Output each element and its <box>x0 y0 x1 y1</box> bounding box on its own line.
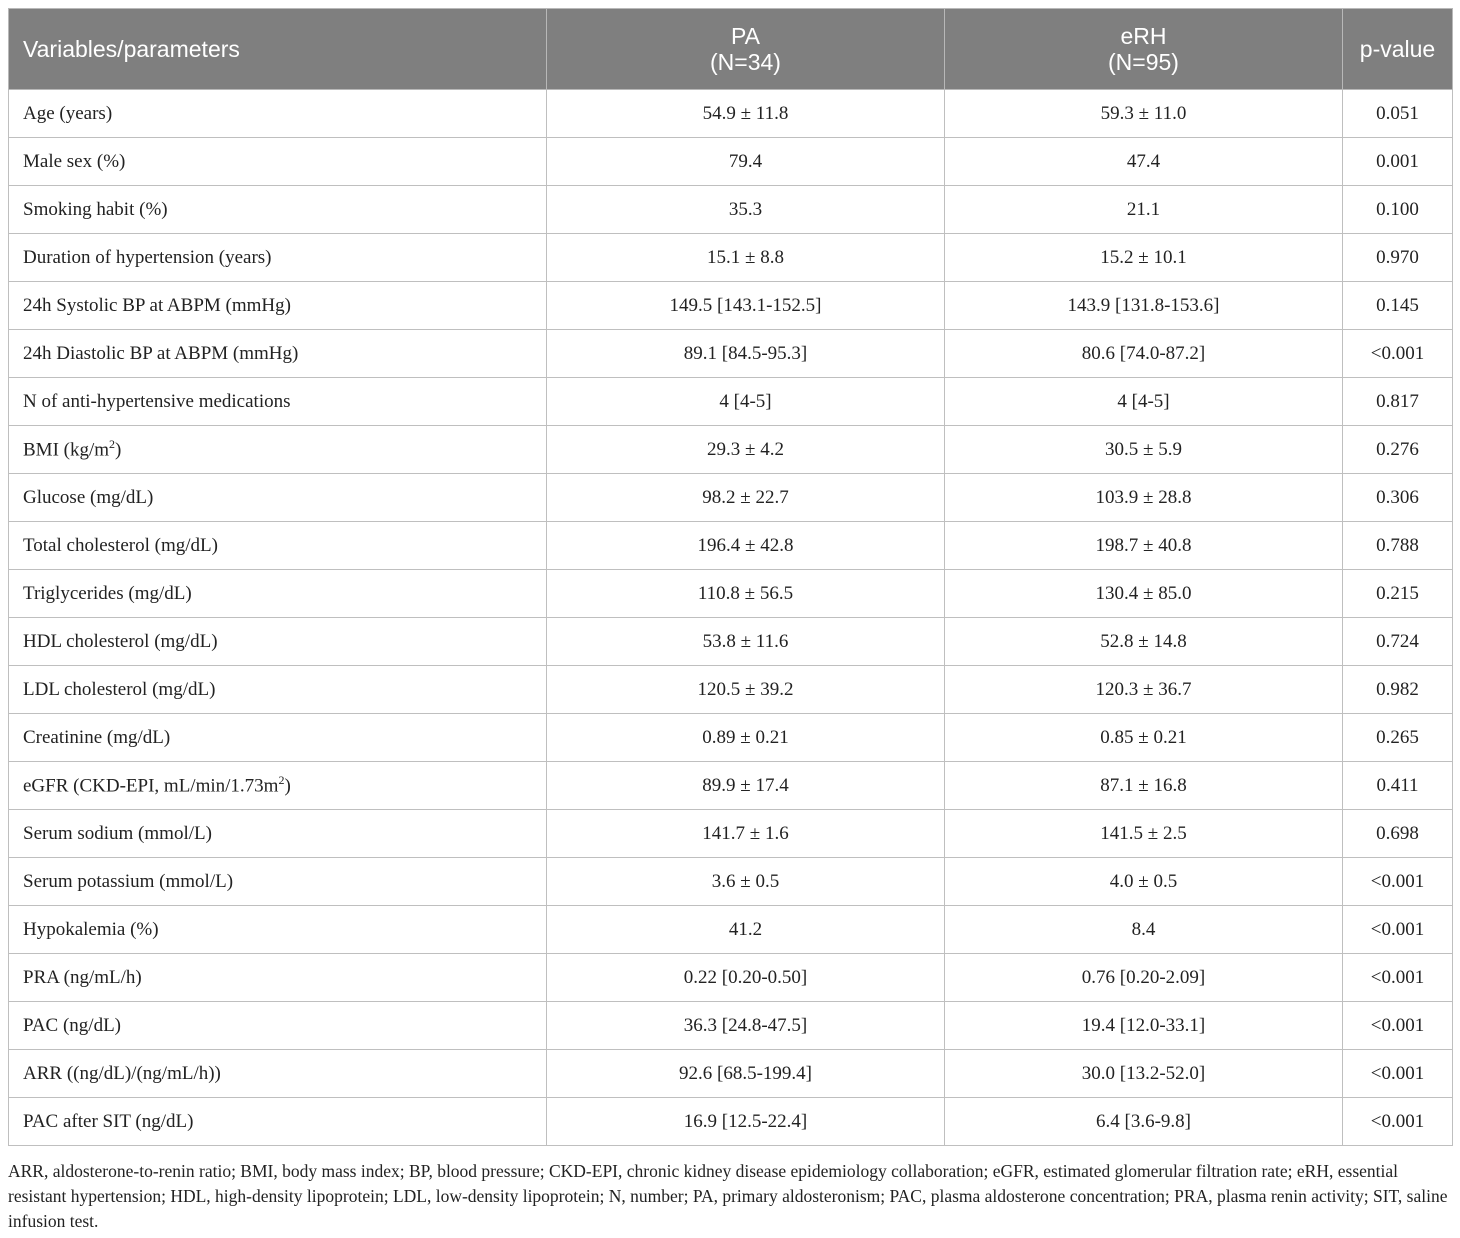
table-container <box>8 8 1452 1146</box>
p-value: <0.001 <box>1343 1002 1453 1050</box>
header-erh-name: eRH <box>1120 23 1167 49</box>
row-label-text: PAC (ng/dL) <box>23 1014 122 1036</box>
row-label <box>9 186 547 234</box>
row-label-superscript: 2 <box>278 773 285 788</box>
row-label <box>9 1098 547 1146</box>
erh-value: 0.76 [0.20-2.09] <box>945 954 1343 1002</box>
row-label <box>9 666 547 714</box>
pa-value: 54.9 ± 11.8 <box>547 90 945 138</box>
row-label-text: Hypokalemia (%) <box>23 918 159 940</box>
p-value: <0.001 <box>1343 330 1453 378</box>
row-label <box>9 522 547 570</box>
table-row <box>9 570 1453 618</box>
erh-value: 59.3 ± 11.0 <box>945 90 1343 138</box>
pa-value: 141.7 ± 1.6 <box>547 810 945 858</box>
row-label <box>9 474 547 522</box>
p-value: 0.265 <box>1343 714 1453 762</box>
pa-value: 89.9 ± 17.4 <box>547 762 945 810</box>
erh-value: 103.9 ± 28.8 <box>945 474 1343 522</box>
table-row <box>9 1098 1453 1146</box>
erh-value: 130.4 ± 85.0 <box>945 570 1343 618</box>
pa-value: 41.2 <box>547 906 945 954</box>
erh-value: 87.1 ± 16.8 <box>945 762 1343 810</box>
table-footnote: ARR, aldosterone-to-renin ratio; BMI, body mass index; BP, blood pressure; CKD-EPI, chronic kidney disease epidemiology collaboration; eGFR, estimated glomerular filtration rate; eRH, essential resistant hypertension; HDL, high-density lipoprotein; LDL, low-density lipoprotein; N, number; PA, primary aldosteronism; PAC, plasma aldosterone concentration; PRA, plasma renin activity; SIT, saline infusion test. <box>8 1161 1448 1231</box>
pa-value: 4 [4-5] <box>547 378 945 426</box>
erh-value: 8.4 <box>945 906 1343 954</box>
header-erh-n: (N=95) <box>1108 49 1179 75</box>
p-value: 0.970 <box>1343 234 1453 282</box>
table-row <box>9 858 1453 906</box>
p-value: 0.982 <box>1343 666 1453 714</box>
pa-value: 89.1 [84.5-95.3] <box>547 330 945 378</box>
table-row <box>9 954 1453 1002</box>
header-pa-name: PA <box>731 23 760 49</box>
p-value: <0.001 <box>1343 906 1453 954</box>
row-label <box>9 90 547 138</box>
row-label-text: Male sex (%) <box>23 150 126 172</box>
p-value: 0.100 <box>1343 186 1453 234</box>
header-pa-n: (N=34) <box>710 49 781 75</box>
p-value: 0.145 <box>1343 282 1453 330</box>
row-label-text: N of anti-hypertensive medications <box>23 390 291 412</box>
table-row <box>9 426 1453 474</box>
pa-value: 0.22 [0.20-0.50] <box>547 954 945 1002</box>
erh-value: 4.0 ± 0.5 <box>945 858 1343 906</box>
p-value: <0.001 <box>1343 1098 1453 1146</box>
p-value: 0.306 <box>1343 474 1453 522</box>
erh-value: 0.85 ± 0.21 <box>945 714 1343 762</box>
erh-value: 52.8 ± 14.8 <box>945 618 1343 666</box>
pa-value: 149.5 [143.1-152.5] <box>547 282 945 330</box>
p-value: <0.001 <box>1343 858 1453 906</box>
erh-value: 21.1 <box>945 186 1343 234</box>
row-label <box>9 810 547 858</box>
p-value: 0.001 <box>1343 138 1453 186</box>
pa-value: 110.8 ± 56.5 <box>547 570 945 618</box>
table-row <box>9 618 1453 666</box>
erh-value: 80.6 [74.0-87.2] <box>945 330 1343 378</box>
p-value: <0.001 <box>1343 1050 1453 1098</box>
row-label <box>9 330 547 378</box>
p-value: 0.051 <box>1343 90 1453 138</box>
row-label-text: Total cholesterol (mg/dL) <box>23 534 218 556</box>
p-value: 0.215 <box>1343 570 1453 618</box>
row-label <box>9 1002 547 1050</box>
row-label-end: ) <box>115 439 122 461</box>
pa-value: 92.6 [68.5-199.4] <box>547 1050 945 1098</box>
pa-value: 15.1 ± 8.8 <box>547 234 945 282</box>
erh-value: 120.3 ± 36.7 <box>945 666 1343 714</box>
row-label-text: Serum potassium (mmol/L) <box>23 870 234 892</box>
row-label <box>9 618 547 666</box>
table-row <box>9 282 1453 330</box>
row-label-text: 24h Diastolic BP at ABPM (mmHg) <box>23 342 299 364</box>
erh-value: 198.7 ± 40.8 <box>945 522 1343 570</box>
table-row <box>9 186 1453 234</box>
erh-value: 15.2 ± 10.1 <box>945 234 1343 282</box>
erh-value: 4 [4-5] <box>945 378 1343 426</box>
row-label <box>9 378 547 426</box>
row-label <box>9 282 547 330</box>
table-row <box>9 666 1453 714</box>
table-row <box>9 762 1453 810</box>
table-row <box>9 1050 1453 1098</box>
table-row <box>9 522 1453 570</box>
p-value: 0.724 <box>1343 618 1453 666</box>
erh-value: 30.0 [13.2-52.0] <box>945 1050 1343 1098</box>
row-label-text: LDL cholesterol (mg/dL) <box>23 678 216 700</box>
pa-value: 196.4 ± 42.8 <box>547 522 945 570</box>
header-erh <box>945 9 1343 90</box>
table-row <box>9 330 1453 378</box>
row-label-text: Creatinine (mg/dL) <box>23 726 171 748</box>
row-label-superscript: 2 <box>109 437 116 452</box>
row-label <box>9 234 547 282</box>
p-value: 0.698 <box>1343 810 1453 858</box>
erh-value: 143.9 [131.8-153.6] <box>945 282 1343 330</box>
row-label-text: eGFR (CKD-EPI, mL/min/1.73m <box>23 775 279 797</box>
table-row <box>9 906 1453 954</box>
header-pa <box>547 9 945 90</box>
row-label-text: Serum sodium (mmol/L) <box>23 822 212 844</box>
pa-value: 120.5 ± 39.2 <box>547 666 945 714</box>
row-label-text: Triglycerides (mg/dL) <box>23 582 192 604</box>
row-label <box>9 762 547 810</box>
table-row <box>9 714 1453 762</box>
p-value: 0.276 <box>1343 426 1453 474</box>
row-label <box>9 1050 547 1098</box>
header-variables: Variables/parameters <box>9 9 547 90</box>
erh-value: 141.5 ± 2.5 <box>945 810 1343 858</box>
table-row <box>9 234 1453 282</box>
pa-value: 79.4 <box>547 138 945 186</box>
row-label <box>9 906 547 954</box>
table-body <box>9 90 1453 1146</box>
row-label-text: BMI (kg/m <box>23 439 110 461</box>
p-value: 0.817 <box>1343 378 1453 426</box>
row-label <box>9 714 547 762</box>
p-value: 0.411 <box>1343 762 1453 810</box>
row-label-text: HDL cholesterol (mg/dL) <box>23 630 218 652</box>
pa-value: 0.89 ± 0.21 <box>547 714 945 762</box>
row-label <box>9 426 547 474</box>
row-label <box>9 954 547 1002</box>
pa-value: 35.3 <box>547 186 945 234</box>
row-label <box>9 138 547 186</box>
pa-value: 53.8 ± 11.6 <box>547 618 945 666</box>
erh-value: 47.4 <box>945 138 1343 186</box>
row-label-end: ) <box>284 775 291 797</box>
table-row <box>9 1002 1453 1050</box>
table-row <box>9 378 1453 426</box>
row-label-text: PAC after SIT (ng/dL) <box>23 1110 194 1132</box>
pa-value: 36.3 [24.8-47.5] <box>547 1002 945 1050</box>
row-label-text: Duration of hypertension (years) <box>23 246 272 268</box>
table-header <box>9 9 1453 90</box>
row-label-text: Glucose (mg/dL) <box>23 486 154 508</box>
erh-value: 19.4 [12.0-33.1] <box>945 1002 1343 1050</box>
header-row <box>9 9 1453 90</box>
row-label <box>9 570 547 618</box>
row-label-text: 24h Systolic BP at ABPM (mmHg) <box>23 294 291 316</box>
erh-value: 30.5 ± 5.9 <box>945 426 1343 474</box>
pa-value: 16.9 [12.5-22.4] <box>547 1098 945 1146</box>
row-label-text: Smoking habit (%) <box>23 198 168 220</box>
erh-value: 6.4 [3.6-9.8] <box>945 1098 1343 1146</box>
pa-value: 98.2 ± 22.7 <box>547 474 945 522</box>
row-label-text: Age (years) <box>23 102 113 124</box>
table-row <box>9 138 1453 186</box>
row-label-text: PRA (ng/mL/h) <box>23 966 142 988</box>
pa-value: 3.6 ± 0.5 <box>547 858 945 906</box>
p-value: 0.788 <box>1343 522 1453 570</box>
row-label-text: ARR ((ng/dL)/(ng/mL/h)) <box>23 1062 221 1084</box>
p-value: <0.001 <box>1343 954 1453 1002</box>
pa-value: 29.3 ± 4.2 <box>547 426 945 474</box>
table-row <box>9 810 1453 858</box>
table-row <box>9 474 1453 522</box>
baseline-characteristics-table <box>8 8 1453 1146</box>
table-row <box>9 90 1453 138</box>
header-p-value: p-value <box>1343 9 1453 90</box>
row-label <box>9 858 547 906</box>
